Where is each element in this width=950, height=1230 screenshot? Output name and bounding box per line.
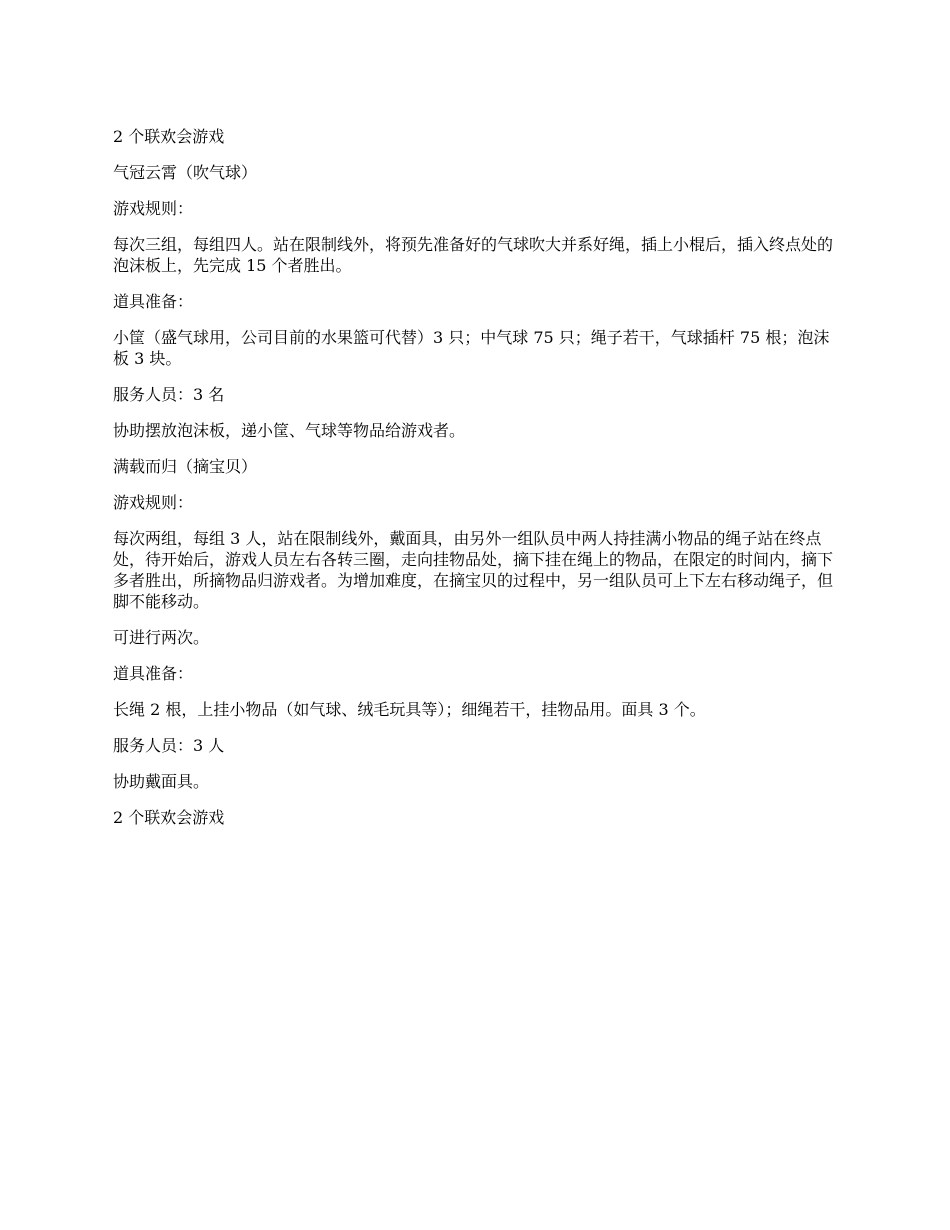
game1-props-text: 小筐（盛气球用，公司目前的水果篮可代替）3 只；中气球 75 只；绳子若干，气球插杆 75 根；泡沫板 3 块。 (113, 328, 830, 368)
game1-staff-text: 协助摆放泡沫板，递小筐、气球等物品给游戏者。 (113, 421, 466, 440)
game1-rules-heading: 游戏规则： (113, 199, 194, 218)
game1-rules-text: 每次三组，每组四人。站在限制线外，将预先准备好的气球吹大并系好绳，插上小棍后，插入终点处的泡沫板上，先完成 15 个者胜出。 (113, 235, 834, 275)
game1-staff-heading: 服务人员：3 名 (113, 385, 225, 404)
game2-staff-heading: 服务人员：3 人 (113, 736, 225, 755)
game2-rules-heading: 游戏规则： (113, 493, 194, 512)
game2-staff-text: 协助戴面具。 (113, 772, 210, 791)
game2-title: 满载而归（摘宝贝） (113, 457, 258, 476)
document-body (113, 126, 843, 843)
game2-rounds-note: 可进行两次。 (113, 628, 210, 647)
game1-title: 气冠云霄（吹气球） (113, 163, 258, 182)
doc-title: 2 个联欢会游戏 (113, 127, 225, 146)
game2-rules-text: 每次两组，每组 3 人，站在限制线外，戴面具，由另外一组队员中两人持挂满小物品的绳子站在终点处，待开始后，游戏人员左右各转三圈，走向挂物品处，摘下挂在绳上的物品，在限定的时间内，摘下多者胜出，所摘物品归游戏者。为增加难度，在摘宝贝的过程中，另一组队员可上下左右移动绳子，但脚不能移动。 (113, 529, 834, 611)
game1-props-heading: 道具准备： (113, 292, 194, 311)
game2-props-heading: 道具准备： (113, 664, 194, 683)
game2-props-text: 长绳 2 根，上挂小物品（如气球、绒毛玩具等）；细绳若干，挂物品用。面具 3 个。 (113, 700, 706, 719)
doc-footer-title: 2 个联欢会游戏 (113, 808, 225, 827)
